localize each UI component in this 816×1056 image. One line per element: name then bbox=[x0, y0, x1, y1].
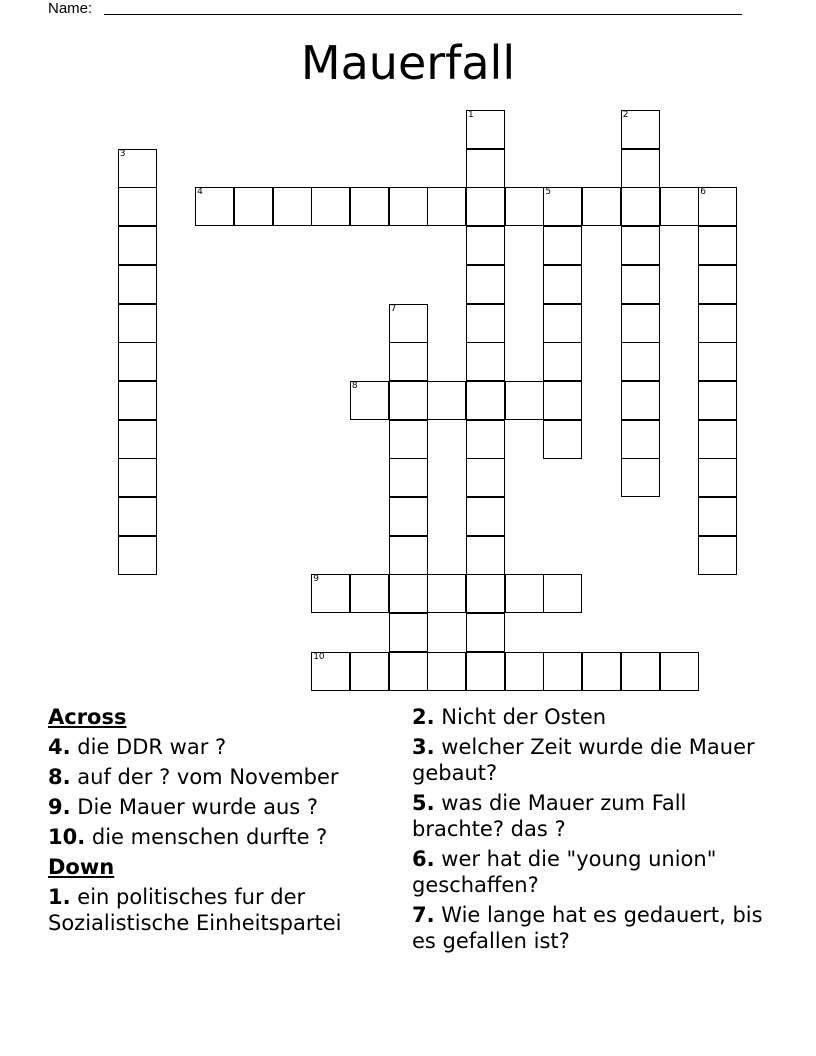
grid-cell[interactable] bbox=[698, 381, 737, 420]
grid-cell[interactable] bbox=[350, 187, 389, 226]
grid-cell[interactable] bbox=[466, 458, 505, 497]
grid-cell[interactable] bbox=[466, 381, 505, 420]
grid-cell[interactable] bbox=[427, 652, 466, 691]
clue-down-2 bbox=[412, 704, 782, 730]
grid-cell[interactable] bbox=[698, 304, 737, 343]
grid-cell[interactable] bbox=[698, 226, 737, 265]
grid-cell[interactable] bbox=[466, 574, 505, 613]
cell-number: 5 bbox=[545, 187, 552, 198]
grid-cell[interactable] bbox=[389, 458, 428, 497]
clue-text: Wie lange hat es gedauert, bis es gefallen ist? bbox=[412, 903, 763, 953]
clue-text: was die Mauer zum Fall brachte? das ? bbox=[412, 791, 687, 841]
clue-text: ein politisches fur der Sozialistische Einheitspartei bbox=[48, 885, 342, 935]
grid-cell[interactable] bbox=[505, 652, 544, 691]
grid-cell[interactable] bbox=[660, 187, 699, 226]
cell-number: 8 bbox=[351, 380, 358, 391]
across-heading: Across bbox=[48, 705, 127, 729]
grid-cell[interactable] bbox=[466, 342, 505, 381]
grid-cell[interactable] bbox=[505, 381, 544, 420]
name-label: Name: bbox=[48, 0, 93, 17]
clue-down-3 bbox=[412, 734, 782, 786]
grid-cell[interactable] bbox=[118, 420, 157, 459]
clue-text: die menschen durfte ? bbox=[91, 825, 328, 849]
grid-cell[interactable] bbox=[621, 226, 660, 265]
grid-cell[interactable] bbox=[543, 265, 582, 304]
grid-cell[interactable] bbox=[621, 652, 660, 691]
grid-cell[interactable] bbox=[698, 342, 737, 381]
grid-cell[interactable] bbox=[621, 458, 660, 497]
clue-number: 9. bbox=[48, 795, 71, 819]
grid-cell[interactable] bbox=[466, 652, 505, 691]
grid-cell[interactable] bbox=[118, 536, 157, 575]
clue-text: die DDR war ? bbox=[77, 735, 227, 759]
clue-number: 2. bbox=[412, 705, 435, 729]
clue-number: 5. bbox=[412, 791, 435, 815]
grid-cell[interactable] bbox=[543, 652, 582, 691]
grid-cell[interactable] bbox=[698, 458, 737, 497]
grid-cell[interactable] bbox=[466, 497, 505, 536]
clues-column-left bbox=[48, 704, 398, 940]
grid-cell[interactable] bbox=[389, 420, 428, 459]
grid-cell[interactable] bbox=[466, 304, 505, 343]
grid-cell[interactable] bbox=[543, 574, 582, 613]
clue-number: 3. bbox=[412, 735, 435, 759]
grid-cell[interactable] bbox=[698, 497, 737, 536]
clue-across-9 bbox=[48, 794, 398, 820]
grid-cell[interactable] bbox=[621, 381, 660, 420]
grid-cell[interactable] bbox=[621, 187, 660, 226]
clue-text: Die Mauer wurde aus ? bbox=[77, 795, 319, 819]
clues-column-right bbox=[412, 704, 782, 958]
grid-cell[interactable] bbox=[389, 613, 428, 652]
grid-cell[interactable] bbox=[466, 536, 505, 575]
cell-number: 2 bbox=[622, 110, 629, 120]
cell-number: 7 bbox=[390, 303, 397, 314]
grid-cell[interactable] bbox=[118, 497, 157, 536]
grid-cell[interactable] bbox=[543, 342, 582, 381]
grid-cell[interactable] bbox=[621, 149, 660, 188]
grid-cell[interactable] bbox=[466, 613, 505, 652]
clue-across-10 bbox=[48, 824, 398, 850]
grid-cell[interactable] bbox=[505, 574, 544, 613]
cell-number: 1 bbox=[468, 110, 474, 120]
grid-cell[interactable] bbox=[543, 226, 582, 265]
grid-cell[interactable] bbox=[621, 342, 660, 381]
grid-cell[interactable] bbox=[466, 187, 505, 226]
cell-number: 10 bbox=[313, 651, 325, 662]
clue-across-8 bbox=[48, 764, 398, 790]
clue-text: wer hat die "young union" geschaffen? bbox=[412, 847, 717, 897]
clue-across-4 bbox=[48, 734, 398, 760]
grid-cell[interactable] bbox=[466, 420, 505, 459]
grid-cell[interactable] bbox=[543, 420, 582, 459]
grid-cell[interactable] bbox=[311, 187, 350, 226]
clue-down-7 bbox=[412, 902, 782, 954]
clue-number: 7. bbox=[412, 903, 435, 927]
grid-cell[interactable] bbox=[505, 187, 544, 226]
clue-text: welcher Zeit wurde die Mauer gebaut? bbox=[412, 735, 755, 785]
cell-number: 6 bbox=[700, 187, 706, 198]
grid-cell[interactable] bbox=[118, 304, 157, 343]
grid-cell[interactable] bbox=[389, 536, 428, 575]
grid-cell[interactable] bbox=[582, 652, 621, 691]
clue-down-5 bbox=[412, 790, 782, 842]
grid-cell[interactable] bbox=[118, 226, 157, 265]
cell-number: 3 bbox=[119, 148, 126, 159]
grid-cell[interactable] bbox=[698, 265, 737, 304]
clue-number: 10. bbox=[48, 825, 86, 849]
puzzle-title: Mauerfall bbox=[300, 36, 516, 90]
grid-cell[interactable] bbox=[427, 187, 466, 226]
grid-cell[interactable] bbox=[389, 381, 428, 420]
grid-cell[interactable] bbox=[427, 381, 466, 420]
cell-number: 9 bbox=[313, 574, 319, 585]
clue-number: 1. bbox=[48, 885, 71, 909]
clue-number: 8. bbox=[48, 765, 71, 789]
grid-cell[interactable] bbox=[389, 342, 428, 381]
grid-cell[interactable] bbox=[273, 187, 312, 226]
clue-number: 6. bbox=[412, 847, 435, 871]
clue-text: Nicht der Osten bbox=[441, 705, 607, 729]
grid-cell[interactable] bbox=[543, 381, 582, 420]
grid-cell[interactable] bbox=[118, 187, 157, 226]
grid-cell[interactable] bbox=[234, 187, 273, 226]
grid-cell[interactable] bbox=[621, 265, 660, 304]
grid-cell[interactable] bbox=[389, 497, 428, 536]
grid-cell[interactable] bbox=[466, 226, 505, 265]
grid-cell[interactable] bbox=[582, 187, 621, 226]
grid-cell[interactable] bbox=[118, 458, 157, 497]
clue-text: auf der ? vom November bbox=[77, 765, 339, 789]
grid-cell[interactable] bbox=[350, 574, 389, 613]
clue-number: 4. bbox=[48, 735, 71, 759]
grid-cell[interactable] bbox=[118, 381, 157, 420]
grid-cell[interactable] bbox=[389, 187, 428, 226]
grid-cell[interactable] bbox=[698, 536, 737, 575]
grid-cell[interactable] bbox=[621, 420, 660, 459]
grid-cell[interactable] bbox=[698, 420, 737, 459]
down-heading: Down bbox=[48, 855, 115, 879]
grid-cell[interactable] bbox=[389, 652, 428, 691]
grid-cell[interactable] bbox=[660, 652, 699, 691]
cell-number: 4 bbox=[197, 187, 203, 198]
grid-cell[interactable] bbox=[350, 652, 389, 691]
grid-cell[interactable] bbox=[621, 304, 660, 343]
grid-cell[interactable] bbox=[543, 304, 582, 343]
grid-cell[interactable] bbox=[466, 149, 505, 188]
grid-cell[interactable] bbox=[389, 574, 428, 613]
grid-cell[interactable] bbox=[118, 265, 157, 304]
grid-cell[interactable] bbox=[466, 265, 505, 304]
clue-down-6 bbox=[412, 846, 782, 898]
grid-cell[interactable] bbox=[118, 342, 157, 381]
clue-down-1 bbox=[48, 884, 398, 936]
grid-cell[interactable] bbox=[427, 574, 466, 613]
